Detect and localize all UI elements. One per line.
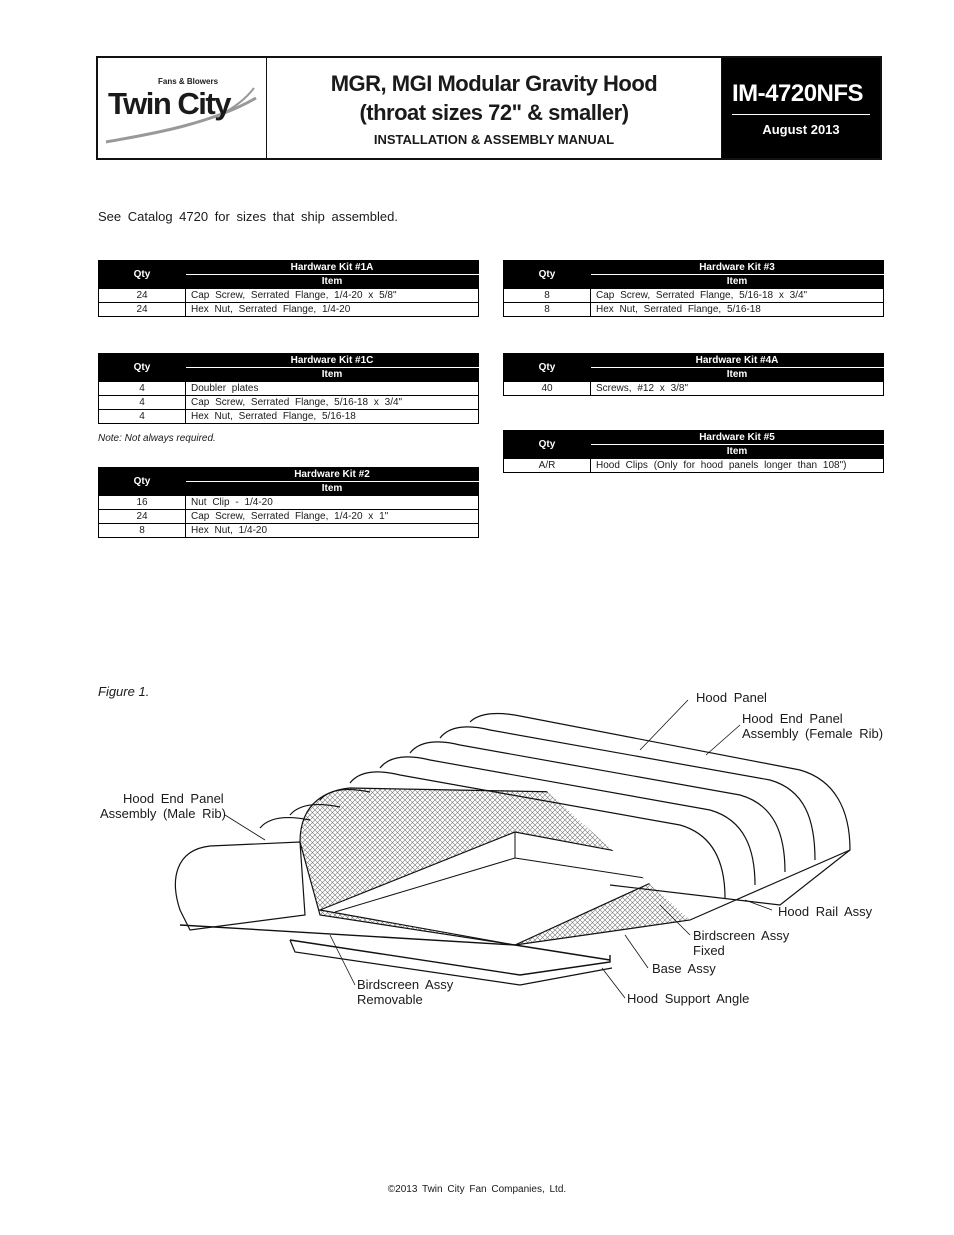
item-header: Item [591, 368, 884, 382]
item-cell: Screws, #12 x 3/8" [591, 382, 884, 396]
male-end-panel [175, 842, 305, 930]
callout-end-female-1: Hood End Panel [742, 711, 843, 726]
qty-cell: 24 [99, 289, 186, 303]
item-cell: Hood Clips (Only for hood panels longer than 108") [591, 459, 884, 473]
item-header: Item [186, 275, 479, 289]
qty-cell: 8 [504, 289, 591, 303]
item-cell: Cap Screw, Serrated Flange, 1/4-20 x 1" [186, 510, 479, 524]
kit-name: Hardware Kit #5 [591, 431, 884, 445]
qty-cell: 16 [99, 496, 186, 510]
callout-end-male-1: Hood End Panel [123, 791, 224, 806]
item-header: Item [591, 275, 884, 289]
kit-name: Hardware Kit #4A [591, 354, 884, 368]
manual-type: INSTALLATION & ASSEMBLY MANUAL [373, 132, 615, 147]
kit-name: Hardware Kit #1A [186, 261, 479, 275]
kit-name: Hardware Kit #1C [186, 354, 479, 368]
callout-base: Base Assy [652, 961, 716, 976]
kit-note: Note: Not always required. [98, 433, 216, 444]
item-header: Item [186, 368, 479, 382]
qty-cell: 4 [99, 382, 186, 396]
item-cell: Doubler plates [186, 382, 479, 396]
kit-name: Hardware Kit #2 [186, 468, 479, 482]
item-cell: Hex Nut, Serrated Flange, 5/16-18 [591, 303, 884, 317]
qty-cell: 8 [504, 303, 591, 317]
qty-header: Qty [99, 468, 186, 496]
qty-header: Qty [99, 261, 186, 289]
document-date: August 2013 [762, 122, 840, 137]
item-cell: Hex Nut, 1/4-20 [186, 524, 479, 538]
document-number: IM-4720NFS [732, 80, 870, 115]
qty-cell: A/R [504, 459, 591, 473]
callout-rail: Hood Rail Assy [778, 904, 873, 919]
callout-birdscreen-removable-1: Birdscreen Assy [357, 977, 454, 992]
item-cell: Hex Nut, Serrated Flange, 5/16-18 [186, 410, 479, 424]
item-header: Item [591, 445, 884, 459]
item-cell: Hex Nut, Serrated Flange, 1/4-20 [186, 303, 479, 317]
logo-wordmark: Twin City [108, 86, 230, 121]
logo-tagline: Fans & Blowers [158, 77, 219, 86]
copyright-footer: ©2013 Twin City Fan Companies, Ltd. [387, 1184, 567, 1195]
item-header: Item [186, 482, 479, 496]
intro-text: See Catalog 4720 for sizes that ship assembled. [98, 209, 398, 224]
qty-header: Qty [99, 354, 186, 382]
callout-birdscreen-removable-2: Removable [357, 992, 423, 1007]
item-cell: Cap Screw, Serrated Flange, 5/16-18 x 3/4" [186, 396, 479, 410]
qty-cell: 24 [99, 303, 186, 317]
callout-birdscreen-fixed-2: Fixed [693, 943, 725, 958]
qty-header: Qty [504, 354, 591, 382]
callout-end-male-2: Assembly (Male Rib) [100, 806, 226, 821]
callout-end-female-2: Assembly (Female Rib) [742, 726, 884, 741]
qty-cell: 40 [504, 382, 591, 396]
kit-name: Hardware Kit #3 [591, 261, 884, 275]
document-title: MGR, MGI Modular Gravity Hood [330, 71, 658, 96]
item-cell: Cap Screw, Serrated Flange, 5/16-18 x 3/4" [591, 289, 884, 303]
qty-cell: 4 [99, 396, 186, 410]
figure-label: Figure 1. [98, 684, 150, 699]
callout-hood-panel: Hood Panel [696, 690, 767, 705]
qty-cell: 24 [99, 510, 186, 524]
qty-cell: 4 [99, 410, 186, 424]
item-cell: Cap Screw, Serrated Flange, 1/4-20 x 5/8" [186, 289, 479, 303]
callout-support-angle: Hood Support Angle [627, 991, 750, 1006]
callout-birdscreen-fixed-1: Birdscreen Assy [693, 928, 790, 943]
qty-header: Qty [504, 431, 591, 459]
document-subtitle: (throat sizes 72" & smaller) [359, 100, 629, 125]
qty-cell: 8 [99, 524, 186, 538]
qty-header: Qty [504, 261, 591, 289]
item-cell: Nut Clip - 1/4-20 [186, 496, 479, 510]
